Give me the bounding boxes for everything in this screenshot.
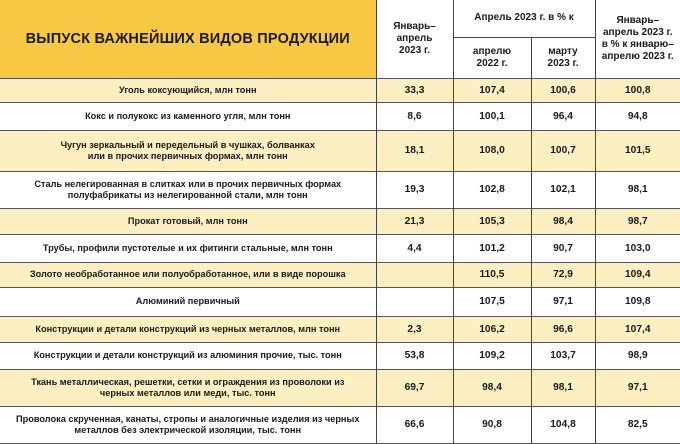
row-label: Прокат готовый, млн тонн: [0, 208, 376, 234]
cell-jan-apr: 69,7: [376, 369, 453, 406]
table-row: [0, 130, 680, 171]
table-row: [0, 234, 680, 262]
cell-jan-apr: 66,6: [376, 406, 453, 443]
row-label: Трубы, профили пустотелые и их фитинги стальные, млн тонн: [0, 234, 376, 262]
table-row: [0, 342, 680, 369]
column-header-jan-apr-pct: [595, 0, 680, 78]
cell-jan-apr: [376, 262, 453, 287]
row-label: Конструкции и детали конструкций из черных металлов, млн тонн: [0, 316, 376, 342]
table-body: [0, 78, 680, 443]
cell-jan-apr-pct: 97,1: [595, 369, 680, 406]
column-group-header-april: Апрель 2023 г. в % к: [453, 0, 595, 37]
cell-jan-apr-pct: 82,5: [595, 406, 680, 443]
cell-jan-apr: [376, 287, 453, 316]
table-row: [0, 171, 680, 208]
cell-jan-apr: 53,8: [376, 342, 453, 369]
cell-april-2022: 106,2: [453, 316, 531, 342]
cell-march-2023: 98,1: [531, 369, 595, 406]
column-header-march-2023: [531, 37, 595, 78]
table-row: [0, 406, 680, 443]
cell-march-2023: 104,8: [531, 406, 595, 443]
cell-april-2022: 100,1: [453, 102, 531, 130]
table-row: [0, 369, 680, 406]
cell-jan-apr-pct: 98,7: [595, 208, 680, 234]
cell-march-2023: 102,1: [531, 171, 595, 208]
cell-april-2022: 105,3: [453, 208, 531, 234]
cell-april-2022: 101,2: [453, 234, 531, 262]
cell-jan-apr-pct: 103,0: [595, 234, 680, 262]
cell-jan-apr-pct: 107,4: [595, 316, 680, 342]
column-header-jan-apr-text: Январь–апрель 2023 г.: [377, 21, 453, 57]
row-label: Уголь коксующийся, млн тонн: [0, 78, 376, 102]
table-row: [0, 262, 680, 287]
cell-jan-apr: 33,3: [376, 78, 453, 102]
cell-march-2023: 100,7: [531, 130, 595, 171]
cell-jan-apr-pct: 101,5: [595, 130, 680, 171]
cell-april-2022: 98,4: [453, 369, 531, 406]
cell-jan-apr: 18,1: [376, 130, 453, 171]
table-title: ВЫПУСК ВАЖНЕЙШИХ ВИДОВ ПРОДУКЦИИ: [0, 0, 376, 78]
cell-april-2022: 109,2: [453, 342, 531, 369]
column-header-april-2022-text: апрелю 2022 г.: [454, 46, 531, 70]
cell-jan-apr-pct: 94,8: [595, 102, 680, 130]
cell-march-2023: 103,7: [531, 342, 595, 369]
cell-april-2022: 90,8: [453, 406, 531, 443]
column-header-jan-apr-pct-text: Январь–апрель 2023 г. в % к январю–апрелю 2023 г.: [596, 15, 680, 63]
cell-march-2023: 96,6: [531, 316, 595, 342]
cell-jan-apr-pct: 109,8: [595, 287, 680, 316]
cell-march-2023: 100,6: [531, 78, 595, 102]
cell-april-2022: 107,5: [453, 287, 531, 316]
cell-jan-apr: 2,3: [376, 316, 453, 342]
column-header-jan-apr: [376, 0, 453, 78]
row-label: Проволока скрученная, канаты, стропы и аналогичные изделия из черных металлов без электрической изоляции, тыс. тонн: [0, 406, 376, 443]
table-row: [0, 287, 680, 316]
row-label: Чугун зеркальный и передельный в чушках, болванках или в прочих первичных формах, млн тонн: [0, 130, 376, 171]
row-label: Ткань металлическая, решетки, сетки и ограждения из проволоки из черных металлов или меди, тыс. тонн: [0, 369, 376, 406]
table-row: [0, 102, 680, 130]
cell-jan-apr: 8,6: [376, 102, 453, 130]
cell-jan-apr: 19,3: [376, 171, 453, 208]
cell-march-2023: 72,9: [531, 262, 595, 287]
cell-jan-apr-pct: 98,9: [595, 342, 680, 369]
row-label: Алюминий первичный: [0, 287, 376, 316]
cell-march-2023: 98,4: [531, 208, 595, 234]
column-header-march-2023-text: марту 2023 г.: [532, 46, 595, 70]
cell-april-2022: 107,4: [453, 78, 531, 102]
cell-march-2023: 97,1: [531, 287, 595, 316]
table-row: [0, 208, 680, 234]
row-label: Сталь нелегированная в слитках или в прочих первичных формах полуфабрикаты из нелегированной стали, млн тонн: [0, 171, 376, 208]
cell-jan-apr: 4,4: [376, 234, 453, 262]
row-label: Золото необработанное или полуобработанное, или в виде порошка: [0, 262, 376, 287]
table-row: [0, 316, 680, 342]
cell-jan-apr-pct: 100,8: [595, 78, 680, 102]
cell-march-2023: 90,7: [531, 234, 595, 262]
cell-april-2022: 108,0: [453, 130, 531, 171]
row-label: Кокс и полукокс из каменного угля, млн тонн: [0, 102, 376, 130]
cell-march-2023: 96,4: [531, 102, 595, 130]
table-row: [0, 78, 680, 102]
cell-april-2022: 110,5: [453, 262, 531, 287]
cell-jan-apr-pct: 109,4: [595, 262, 680, 287]
cell-april-2022: 102,8: [453, 171, 531, 208]
row-label: Конструкции и детали конструкций из алюминия прочие, тыс. тонн: [0, 342, 376, 369]
cell-jan-apr: 21,3: [376, 208, 453, 234]
cell-jan-apr-pct: 98,1: [595, 171, 680, 208]
column-header-april-2022: [453, 37, 531, 78]
